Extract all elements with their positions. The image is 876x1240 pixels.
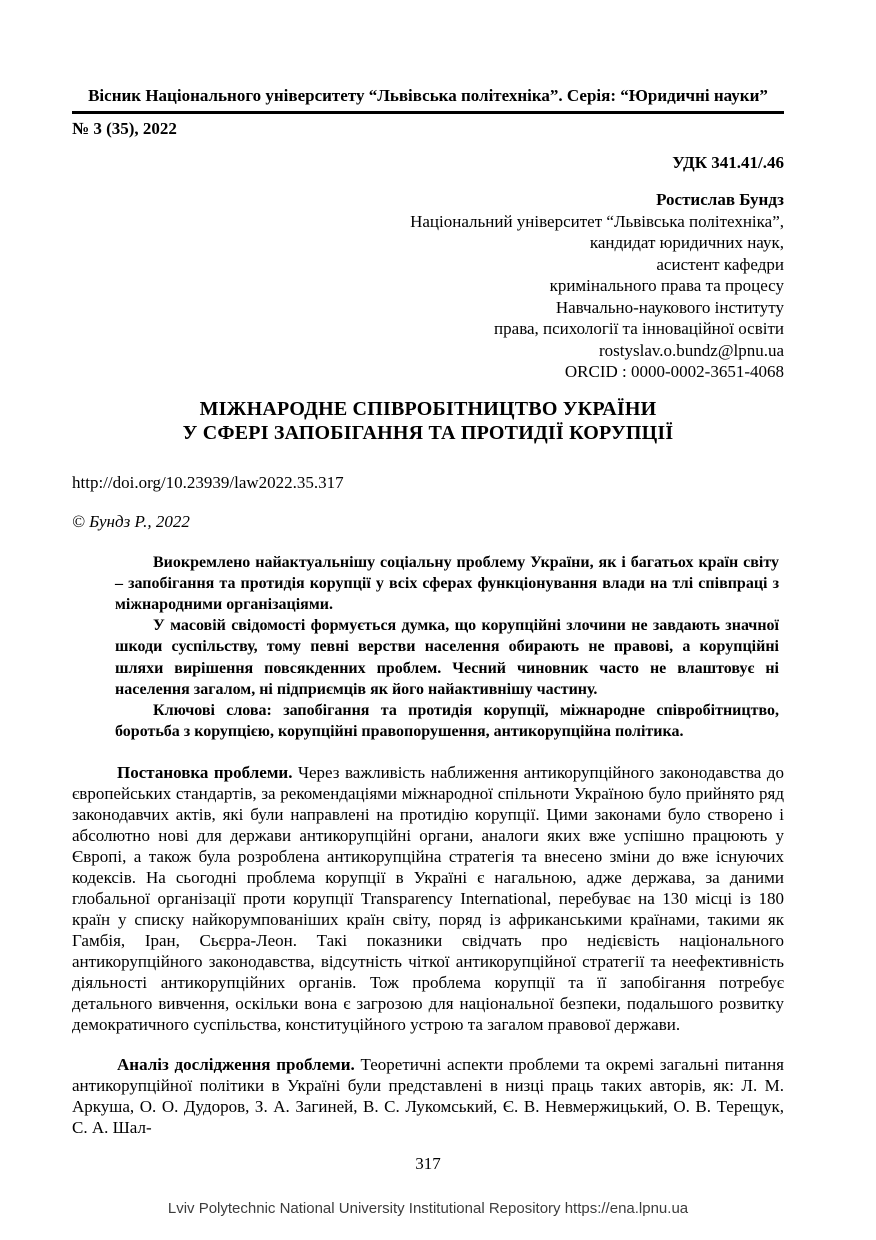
- journal-title: Вісник Національного університету “Львівська політехніка”. Серія: “Юридичні науки”: [88, 86, 768, 105]
- section-lead-problem-statement: Постановка проблеми.: [117, 763, 293, 783]
- header-rule: [72, 111, 784, 114]
- author-name: Ростислав Бундз: [656, 190, 784, 209]
- doi-line: [72, 473, 784, 493]
- body-paragraph-text: Через важливість наближення антикорупційного законодавства до європейських стандартів, за рекомендаціями міжнародної спільноти Україною було прийнято ряд законодавчих актів, які були направлені на протидію корупції. Цими законами було створено і абсолютно нові для держави антикорупційні органи, аналоги яких вже успішно працюють у Європі, а також була розроблена антикорупційна стратегія та внесено зміни до вже існуючих кодексів. На сьогодні проблема корупції в Україні є нагальною, адже держава, за даними глобальної організації проти корупції Transparency International, перебуває на 130 місці із 180 країн у списку найкорумпованіших країн світу, поряд із африканськими країнами, такими як Гамбія, Іран, Сьєрра-Леон. Такі показники свідчать про недієвість національного антикорупційного законодавства, відсутність чіткої антикорупційної стратегії та неефективність діяльності антикорупційних органів. Тож проблема корупції та її запобігання потребує детального вивчення, оскільки вона є загрозою для національної безпеки, подальшого розвитку демократичного суспільства, конституційного устрою та загалом правової держави.: [72, 763, 784, 1035]
- body-paragraph-text: Теоретичні аспекти проблеми та окремі загальні питання антикорупційної політики в Україні були представлені в низці праць таких авторів, як: Л. М. Аркуша, О. О. Дудоров, З. А. Загиней, В. С. Лукомський, Є. В. Невмержицький, О. В. Терещук, С. А. Шал-: [72, 1055, 784, 1138]
- abstract-paragraph: У масовій свідомості формується думка, що корупційні злочини не завдають значної шкоди суспільству, тому певні верстви населення обирають не правові, а корупційні шляхи вирішення повсякденних проблем. Чесний чиновник часто не влаштовує ні населення загалом, ні підприємців як його найактивнішу частину.: [115, 617, 779, 698]
- author-affiliation-line: Національний університет “Львівська політехніка”,: [410, 211, 784, 231]
- article-title-line-2: У СФЕРІ ЗАПОБІГАННЯ ТА ПРОТИДІЇ КОРУПЦІЇ: [182, 421, 674, 444]
- udc-code: УДК 341.41/.46: [672, 153, 784, 172]
- repository-footer: Lviv Polytechnic National University Institutional Repository https://ena.lpnu.ua: [167, 1200, 689, 1218]
- author-affiliation-line: права, психології та інноваційної освіти: [494, 319, 784, 338]
- abstract-paragraph: Виокремлено найактуальнішу соціальну проблему України, як і багатьох країн світу – запобігання та протидія корупції у всіх сферах функціонування влади на тлі співпраці з міжнародними організаціями.: [115, 553, 779, 613]
- section-lead-research-analysis: Аналіз дослідження проблеми.: [117, 1055, 355, 1075]
- page-number: 317: [415, 1154, 441, 1174]
- author-block: [72, 189, 784, 383]
- body-paragraph: [72, 1054, 784, 1138]
- keywords-paragraph: Ключові слова: запобігання та протидія корупції, міжнародне співробітництво, боротьба з корупцією, корупційні правопорушення, антикорупційна політика.: [115, 701, 779, 741]
- article-title-line-1: МІЖНАРОДНЕ СПІВРОБІТНИЦТВО УКРАЇНИ: [199, 397, 657, 420]
- journal-header: [72, 86, 784, 138]
- copyright-notice: © Бундз Р., 2022: [72, 511, 190, 531]
- author-affiliation-line: кандидат юридичних наук,: [589, 233, 784, 252]
- author-affiliation-line: кримінального права та процесу: [549, 276, 784, 295]
- author-affiliation-line: Навчально-наукового інституту: [555, 297, 784, 317]
- journal-issue: № 3 (35), 2022: [72, 119, 177, 138]
- doi-link[interactable]: http://doi.org/10.23939/law2022.35.317: [72, 472, 344, 492]
- abstract: [72, 552, 784, 743]
- body-paragraph: [72, 762, 784, 1035]
- author-email[interactable]: rostyslav.o.bundz@lpnu.ua: [599, 340, 784, 360]
- author-affiliation-line: асистент кафедри: [656, 254, 784, 274]
- article-title: [72, 397, 784, 445]
- author-orcid: ORCID : 0000-0002-3651-4068: [564, 362, 784, 381]
- article-body: [72, 762, 784, 1138]
